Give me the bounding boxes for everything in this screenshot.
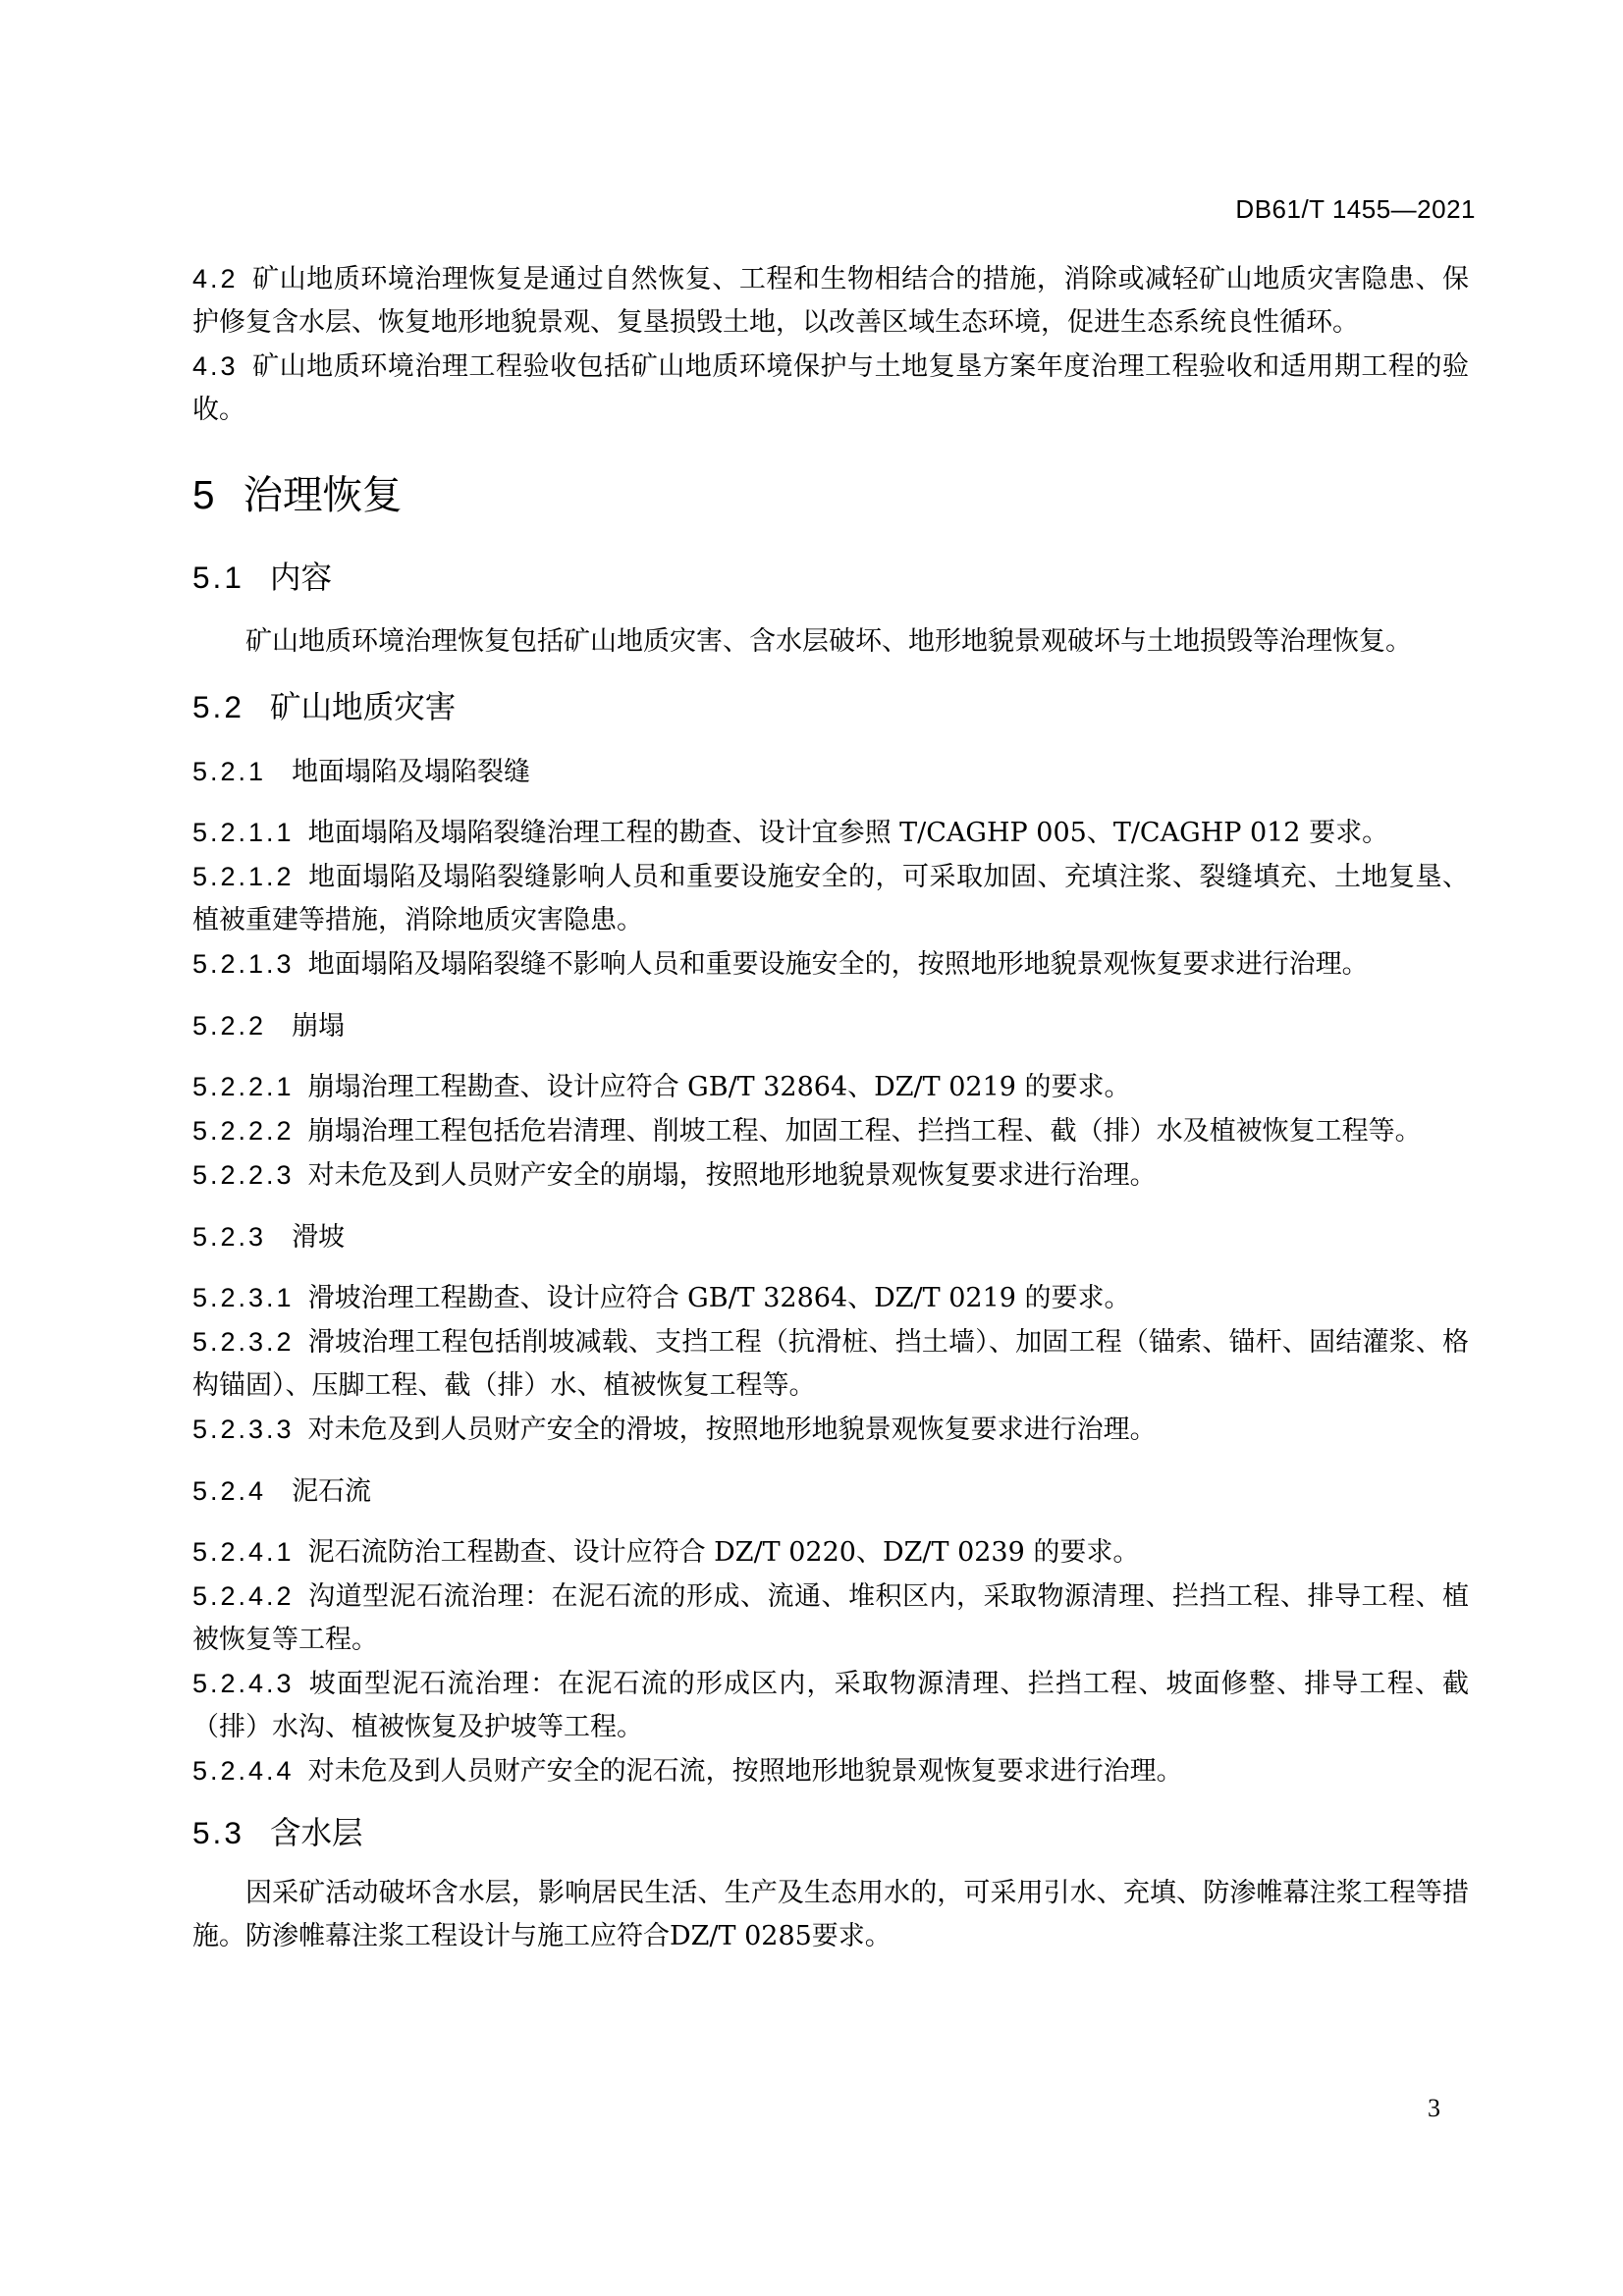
heading-5-1	[192, 556, 1469, 599]
clause-5-2-2-3	[192, 1153, 1469, 1198]
clause-text: 矿山地质环境治理恢复是通过自然恢复、工程和生物相结合的措施，消除或减轻矿山地质灾害隐患、保护修复含水层、恢复地形地貌景观、复垦损毁土地，以改善区域生态环境，促进生态系统良性循环。	[192, 264, 1469, 338]
clause-5-2-4-3	[192, 1662, 1469, 1749]
heading-title: 矿山地质灾害	[269, 689, 457, 724]
heading-number: 5	[192, 472, 218, 517]
clause-text: 地面塌陷及塌陷裂缝影响人员和重要设施安全的，可采取加固、充填注浆、裂缝填充、土地复垦、植被重建等措施，消除地质灾害隐患。	[192, 862, 1469, 935]
document-code-header: DB61/T 1455—2021	[1235, 194, 1476, 224]
clause-text: 泥石流防治工程勘查、设计应符合 DZ/T 0220、DZ/T 0239 的要求。	[307, 1537, 1140, 1568]
clause-text: 沟道型泥石流治理：在泥石流的形成、流通、堆积区内，采取物源清理、拦挡工程、排导工程、植被恢复等工程。	[192, 1581, 1469, 1655]
heading-title: 滑坡	[292, 1222, 346, 1252]
heading-title: 内容	[269, 560, 333, 595]
clause-text: 对未危及到人员财产安全的崩塌，按照地形地貌景观恢复要求进行治理。	[307, 1160, 1157, 1191]
heading-number: 5.1	[192, 560, 244, 595]
clause-number: 5.2.4.3	[192, 1669, 295, 1698]
clause-number: 5.2.2.1	[192, 1072, 295, 1101]
clause-text: 滑坡治理工程勘查、设计应符合 GB/T 32864、DZ/T 0219 的要求。	[307, 1283, 1131, 1313]
heading-number: 5.2.4	[192, 1476, 267, 1506]
heading-title: 泥石流	[292, 1476, 372, 1506]
clause-number: 5.2.2.2	[192, 1116, 295, 1146]
heading-5-2-1	[192, 750, 1469, 793]
heading-5	[192, 473, 1469, 516]
clause-4-3	[192, 345, 1469, 432]
clause-5-3-text: 因采矿活动破坏含水层，影响居民生活、生产及生态用水的，可采用引水、充填、防渗帷幕注浆工程等措施。防渗帷幕注浆工程设计与施工应符合DZ/T 0285要求。	[192, 1878, 1469, 1951]
clause-number: 5.2.1.3	[192, 949, 295, 979]
clause-5-2-1-1	[192, 811, 1469, 855]
clause-number: 5.2.2.3	[192, 1160, 295, 1190]
clause-number: 5.2.3.2	[192, 1327, 295, 1357]
clause-5-2-2-1	[192, 1065, 1469, 1109]
clause-number: 5.2.4.2	[192, 1581, 295, 1611]
clause-5-2-3-3	[192, 1408, 1469, 1452]
heading-5-2	[192, 685, 1469, 728]
clause-text: 地面塌陷及塌陷裂缝治理工程的勘查、设计宜参照 T/CAGHP 005、T/CAGHP 012 要求。	[307, 818, 1389, 848]
clause-number: 5.2.4.1	[192, 1537, 295, 1567]
heading-number: 5.2	[192, 689, 244, 724]
heading-5-2-4	[192, 1469, 1469, 1513]
clause-5-2-3-1	[192, 1276, 1469, 1320]
clause-number: 4.3	[192, 351, 239, 381]
clause-5-2-4-2	[192, 1575, 1469, 1662]
clause-5-2-2-2	[192, 1109, 1469, 1153]
clause-5-2-1-2	[192, 855, 1469, 942]
clause-5-2-3-2	[192, 1320, 1469, 1408]
page-number: 3	[1428, 2094, 1440, 2122]
clause-5-2-4-1	[192, 1530, 1469, 1575]
clause-5-1-text: 矿山地质环境治理恢复包括矿山地质灾害、含水层破坏、地形地貌景观破坏与土地损毁等治理恢复。	[245, 626, 1412, 657]
clause-4-2	[192, 257, 1469, 345]
clause-number: 5.2.3.3	[192, 1415, 295, 1444]
heading-title: 地面塌陷及塌陷裂缝	[292, 757, 531, 786]
heading-title: 治理恢复	[243, 472, 403, 517]
heading-title: 含水层	[269, 1815, 363, 1850]
heading-5-2-3	[192, 1215, 1469, 1258]
document-body	[192, 257, 1469, 1958]
clause-number: 5.2.1.1	[192, 818, 295, 847]
clause-number: 5.2.3.1	[192, 1283, 295, 1312]
clause-text: 矿山地质环境治理工程验收包括矿山地质环境保护与土地复垦方案年度治理工程验收和适用期工程的验收。	[192, 351, 1469, 425]
heading-5-3	[192, 1811, 1469, 1854]
clause-text: 地面塌陷及塌陷裂缝不影响人员和重要设施安全的，按照地形地貌景观恢复要求进行治理。	[307, 949, 1369, 980]
heading-number: 5.3	[192, 1815, 244, 1850]
heading-number: 5.2.1	[192, 757, 267, 786]
heading-5-2-2	[192, 1004, 1469, 1047]
clause-number: 5.2.1.2	[192, 862, 295, 891]
clause-text: 对未危及到人员财产安全的滑坡，按照地形地貌景观恢复要求进行治理。	[307, 1415, 1157, 1445]
clause-5-2-1-3	[192, 942, 1469, 987]
heading-title: 崩塌	[292, 1011, 346, 1041]
clause-text: 对未危及到人员财产安全的泥石流，按照地形地貌景观恢复要求进行治理。	[307, 1756, 1183, 1787]
heading-number: 5.2.3	[192, 1222, 267, 1252]
heading-number: 5.2.2	[192, 1011, 267, 1041]
clause-5-2-4-4	[192, 1749, 1469, 1793]
clause-text: 滑坡治理工程包括削坡减载、支挡工程（抗滑桩、挡土墙）、加固工程（锚索、锚杆、固结灌浆、格构锚固）、压脚工程、截（排）水、植被恢复工程等。	[192, 1327, 1469, 1401]
clause-number: 5.2.4.4	[192, 1756, 295, 1786]
clause-text: 崩塌治理工程勘查、设计应符合 GB/T 32864、DZ/T 0219 的要求。	[307, 1072, 1131, 1102]
clause-text: 崩塌治理工程包括危岩清理、削坡工程、加固工程、拦挡工程、截（排）水及植被恢复工程等。	[307, 1116, 1422, 1147]
clause-text: 坡面型泥石流治理：在泥石流的形成区内，采取物源清理、拦挡工程、坡面修整、排导工程、截（排）水沟、植被恢复及护坡等工程。	[192, 1669, 1469, 1742]
clause-number: 4.2	[192, 264, 239, 294]
